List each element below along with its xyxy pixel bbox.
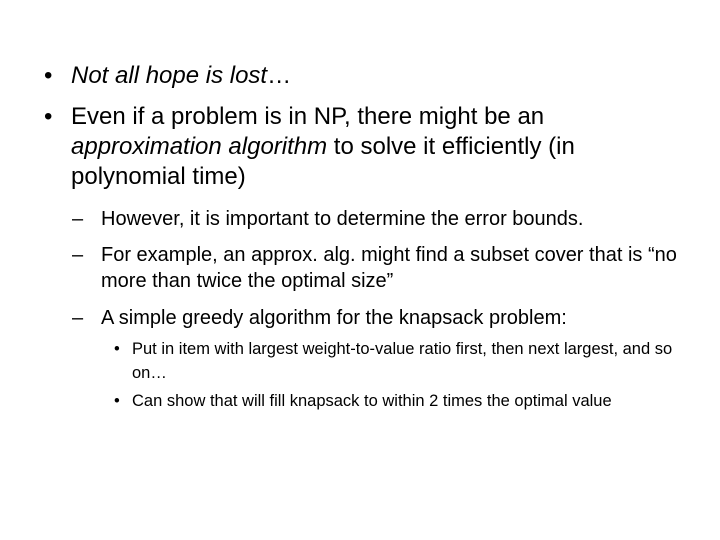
italic-text: approximation algorithm xyxy=(71,133,328,160)
bullet-not-all-hope xyxy=(44,61,684,91)
text-post: to solve it efficiently (in polynomial time) xyxy=(71,133,575,190)
ellipsis-text: … xyxy=(267,62,292,89)
sub-bullet-text: A simple greedy algorithm for the knapsack problem: xyxy=(101,307,567,329)
sub-sub-bullet-put-in-item xyxy=(114,337,684,385)
dash-marker: – xyxy=(72,307,84,329)
bullet-np-approximation xyxy=(44,102,684,192)
bullet-marker: • xyxy=(44,103,53,130)
sub-bullet-text: However, it is important to determine the error bounds. xyxy=(101,208,584,230)
sub-bullet-greedy xyxy=(72,305,702,331)
text-pre: Even if a problem is in NP, there might be an xyxy=(71,103,545,130)
bullet-marker: • xyxy=(44,62,53,89)
sub-sub-bullet-text: Put in item with largest weight-to-value ratio first, then next largest, and so on… xyxy=(132,340,673,382)
sub-bullet-error-bounds xyxy=(72,206,702,232)
sub-bullet-example xyxy=(72,242,702,294)
sub-sub-bullet-can-show xyxy=(114,389,684,413)
bullet-text xyxy=(71,61,684,91)
sub-sub-bullet-text: Can show that will fill knapsack to within 2 times the optimal value xyxy=(132,392,612,410)
dash-marker: – xyxy=(72,208,84,230)
sub-bullet-text: For example, an approx. alg. might find a subset cover that is “no more than twice the optimal size” xyxy=(101,244,677,292)
italic-text: Not all hope is lost xyxy=(71,62,268,89)
bullet-text xyxy=(71,102,684,192)
bullet-marker: • xyxy=(114,392,120,410)
dash-marker: – xyxy=(72,244,84,266)
bullet-marker: • xyxy=(114,340,120,358)
